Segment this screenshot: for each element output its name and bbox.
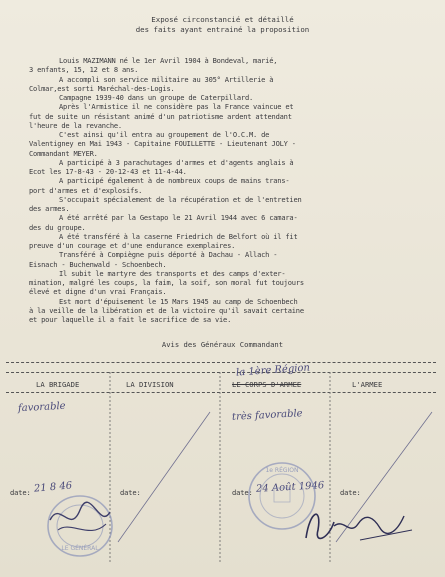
brigade-opinion: favorable	[17, 400, 66, 415]
corps-handwritten-heading: la 1ère Région	[235, 362, 311, 379]
body-line: port d'armes et d'explosifs.	[29, 185, 143, 195]
body-line: Transféré à Compiègne puis déporté à Dachau - Allach -	[59, 250, 278, 260]
column-division: LA DIVISION	[126, 380, 174, 389]
body-line: A participé à 3 parachutages d'armes et d'agents anglais à	[59, 157, 294, 167]
body-line: Valentigney en Mai 1943 - Capitaine FOUILLETTE - Lieutenant JOLY -	[29, 139, 296, 149]
corps-date: 24 Août 1946	[255, 480, 325, 495]
corps-signature	[300, 500, 420, 550]
body-line: Colmar,est sorti Maréchal-des-Logis.	[29, 83, 175, 93]
body-line: A été transféré à la caserne Friedrich de Belfort où il fit	[59, 231, 298, 241]
svg-text:1e RÉGION: 1e RÉGION	[265, 467, 299, 474]
body-line: 3 enfants, 15, 12 et 8 ans.	[29, 65, 139, 75]
body-line: A été arrêté par la Gestapo le 21 Avril 1944 avec 6 camara-	[59, 213, 298, 223]
body-line: Après l'Armistice il ne considère pas la France vaincue et	[59, 102, 294, 112]
body-line: Campagne 1939-40 dans un groupe de Caterpillard.	[59, 93, 254, 102]
body-line: A participé également à de nombreux coups de mains trans-	[59, 176, 290, 186]
brigade-date: 21 8 46	[33, 480, 73, 495]
column-corps: LE CORPS D'ARMEE	[232, 380, 302, 389]
body-line: Eisnach - Buchenwald - Schoenbech.	[29, 259, 167, 269]
document-title-line-1: Exposé circonstancié et détaillé	[151, 15, 294, 24]
body-line: Louis MAZIMANN né le 1er Avril 1904 à Bondeval, marié,	[59, 56, 278, 65]
table-top-rule	[6, 362, 436, 363]
body-line: à la veille de la libération et de la victoire qu'il savait certaine	[29, 305, 304, 315]
body-line: et pour laquelle il a fait le sacrifice de sa vie.	[29, 315, 232, 324]
body-line: preuve d'un courage et d'une endurance exemplaires.	[29, 241, 236, 250]
body-line: fut de suite un résistant animé d'un patriotisme ardent attendant	[29, 111, 292, 121]
svg-text:LE GÉNÉRAL: LE GÉNÉRAL	[61, 545, 99, 552]
body-line: Ecot les 17-8-43 - 20-12-43 et 11-4-44.	[29, 167, 187, 176]
column-armee: L'ARMEE	[352, 380, 383, 389]
armee-date-label: date:	[340, 488, 361, 497]
division-date-label: date:	[120, 488, 141, 497]
body-line: Est mort d'épuisement le 15 Mars 1945 au camp de Schoenbech	[59, 296, 298, 306]
body-line: C'est ainsi qu'il entra au groupement de l'O.C.M. de	[59, 130, 270, 139]
corps-opinion: très favorable	[231, 408, 303, 423]
brigade-date-label: date:	[10, 488, 31, 497]
body-line: élevé et digne d'un vrai Français.	[29, 287, 167, 297]
body-line: Il subit le martyre des transports et des camps d'exter-	[59, 268, 286, 278]
document-body	[29, 56, 429, 324]
document-title-line-2: des faits ayant entrainé la proposition	[135, 25, 310, 34]
corps-date-label: date:	[232, 488, 253, 497]
body-line: S'occupait spécialement de la récupération et de l'entretien	[59, 194, 302, 204]
body-line: des armes.	[29, 204, 70, 213]
body-line: l'heure de la revanche.	[29, 120, 122, 130]
column-brigade: LA BRIGADE	[36, 380, 80, 389]
body-line: A accompli son service militaire au 305° Artillerie à	[59, 74, 274, 84]
body-line: des du groupe.	[29, 222, 86, 232]
body-line: mination, malgré les coups, la faim, la soif, son moral fut toujours	[29, 278, 304, 287]
avis-heading: Avis des Généraux Commandant	[161, 340, 284, 349]
general-stamp-left	[40, 490, 120, 560]
body-line: Commandant MEYER.	[29, 148, 98, 158]
